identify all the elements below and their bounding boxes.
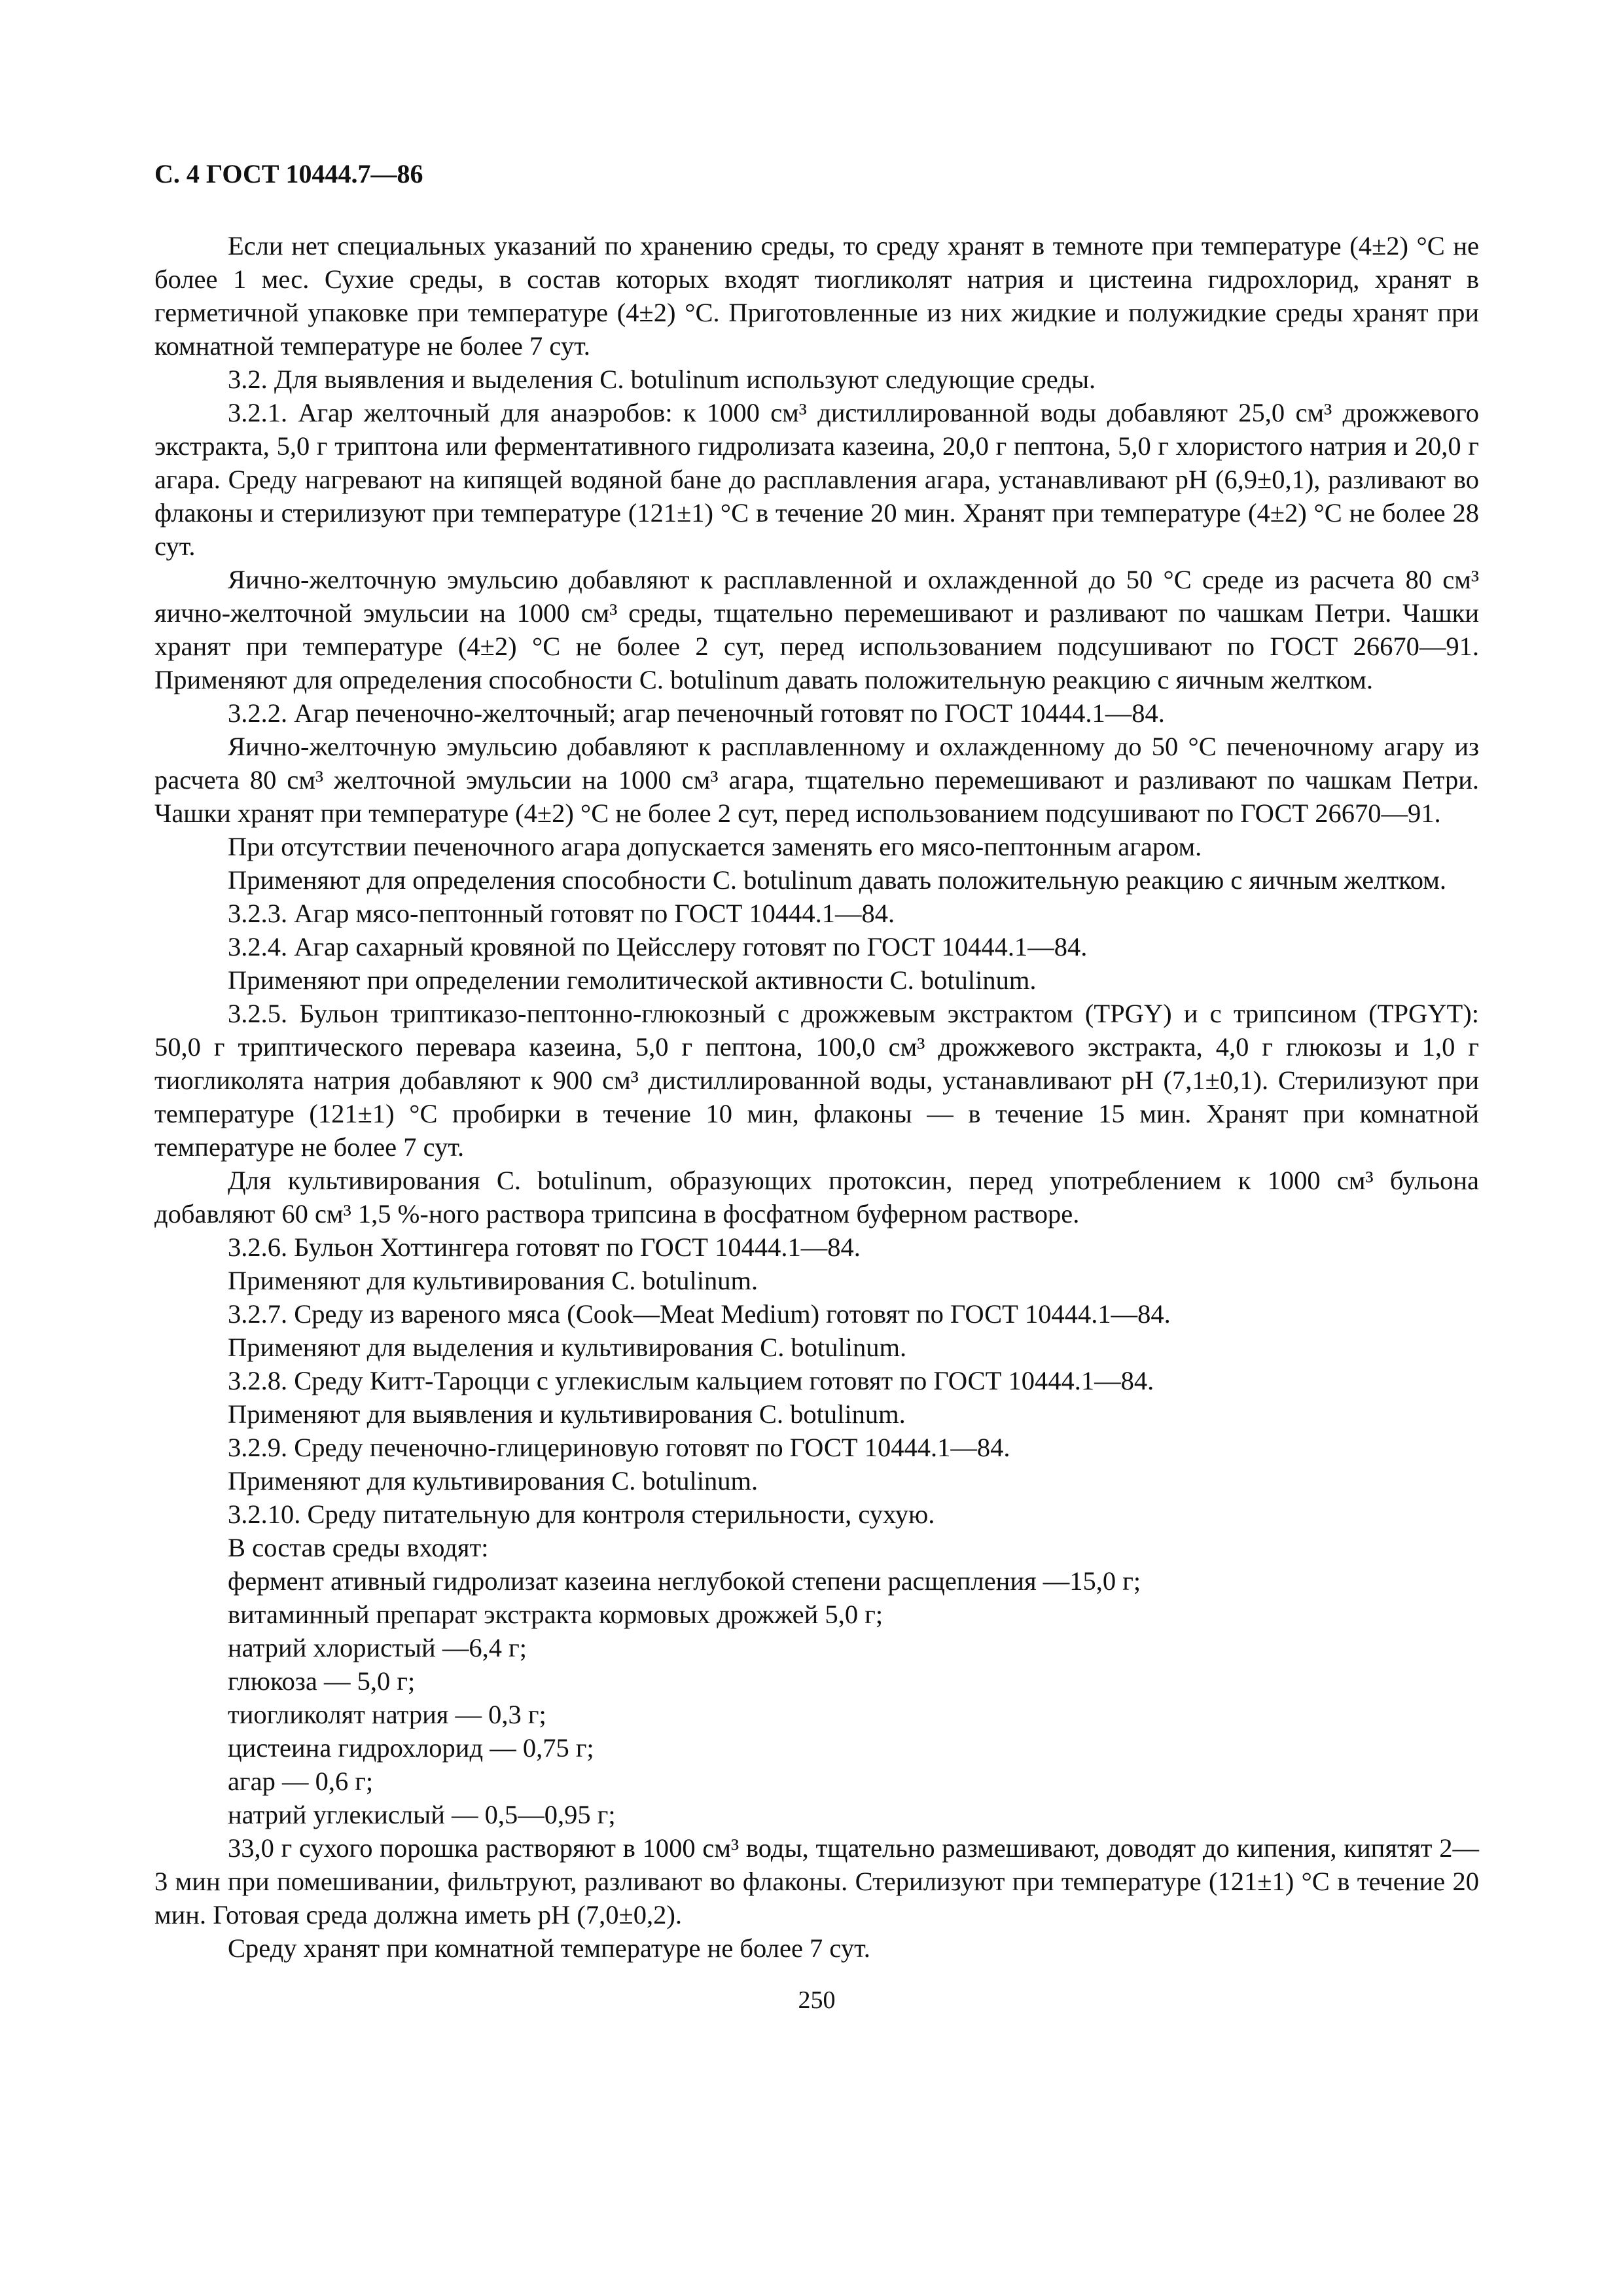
composition-item: фермент ативный гидролизат казеина неглубокой степени расщепления —15,0 г;	[228, 1566, 1141, 1596]
paragraph: Применяют для выделения и культивирования C. botulinum.	[228, 1333, 907, 1362]
paragraph: Яично-желточную эмульсию добавляют к расплавленному и охлажденному до 50 °С печеночному агару из расчета 80 см³ желточной эмульсии на 1000 см³ агара, тщательно перемешивают и разливают по чашкам Петри. Чашки хранят при температуре (4±2) °С не более 2 сут, перед использованием подсушивают по ГОСТ 26670—91.	[154, 732, 1479, 828]
paragraph: Для культивирования C. botulinum, образующих протоксин, перед употреблением к 1000 см³ бульона добавляют 60 см³ 1,5 %-ного раствора трипсина в фосфатном буферном растворе.	[154, 1166, 1479, 1229]
paragraph: 3.2.3. Агар мясо-пептонный готовят по ГОСТ 10444.1—84.	[228, 899, 895, 928]
paragraph: Применяют для выявления и культивирования C. botulinum.	[228, 1399, 906, 1429]
composition-item: витаминный препарат экстракта кормовых дрожжей 5,0 г;	[228, 1600, 883, 1629]
paragraph: Применяют при определении гемолитической активности C. botulinum.	[228, 965, 1037, 995]
paragraph: 3.2.8. Среду Китт-Тароцци с углекислым кальцием готовят по ГОСТ 10444.1—84.	[228, 1366, 1154, 1395]
document-page	[154, 157, 1479, 2016]
paragraph: Применяют для культивирования C. botulinum.	[228, 1466, 758, 1496]
paragraph: Применяют для определения способности C. botulinum давать положительную реакцию с яичным желтком.	[228, 865, 1446, 895]
page-header: С. 4 ГОСТ 10444.7—86	[154, 159, 423, 188]
composition-item: натрий хлористый —6,4 г;	[228, 1633, 527, 1662]
paragraph: 3.2.2. Агар печеночно-желточный; агар печеночный готовят по ГОСТ 10444.1—84.	[228, 698, 1165, 728]
paragraph: 3.2.4. Агар сахарный кровяной по Цейсслеру готовят по ГОСТ 10444.1—84.	[228, 932, 1088, 961]
paragraph: 33,0 г сухого порошка растворяют в 1000 см³ воды, тщательно размешивают, доводят до кипения, кипятят 2—3 мин при помешивании, фильтруют, разливают во флаконы. Стерилизуют при температуре (121±1) °С в течение 20 мин. Готовая среда должна иметь рН (7,0±0,2).	[154, 1833, 1479, 1929]
body-text	[154, 229, 1479, 1965]
composition-item: цистеина гидрохлорид — 0,75 г;	[228, 1733, 594, 1763]
paragraph: 3.2.9. Среду печеночно-глицериновую готовят по ГОСТ 10444.1—84.	[228, 1433, 1010, 1462]
paragraph: В состав среды входят:	[228, 1533, 489, 1562]
paragraph: Применяют для культивирования C. botulinum.	[228, 1266, 758, 1295]
paragraph: 3.2.7. Среду из вареного мяса (Cook—Meat Medium) готовят по ГОСТ 10444.1—84.	[228, 1299, 1171, 1329]
composition-item: агар — 0,6 г;	[228, 1767, 374, 1796]
composition-item: тиогликолят натрия — 0,3 г;	[228, 1700, 546, 1729]
page-number: 250	[798, 1986, 836, 2014]
composition-item: глюкоза — 5,0 г;	[228, 1666, 416, 1696]
paragraph: 3.2.5. Бульон триптиказо-пептонно-глюкозный с дрожжевым экстрактом (TPGY) и с трипсином (TPGYT): 50,0 г триптического перевара казеина, 5,0 г пептона, 100,0 см³ дрожжевого экстракта, 4,0 г глюкозы и 1,0 г тиогликолята натрия добавляют к 900 см³ дистиллированной воды, устанавливают рН (7,1±0,1). Стерилизуют при температуре (121±1) °С пробирки в течение 10 мин, флаконы — в течение 15 мин. Хранят при комнатной температуре не более 7 сут.	[154, 999, 1479, 1162]
paragraph: Если нет специальных указаний по хранению среды, то среду хранят в темноте при температуре (4±2) °С не более 1 мес. Сухие среды, в состав которых входят тиогликолят натрия и цистеина гидрохлорид, хранят в герметичной упаковке при температуре (4±2) °С. Приготовленные из них жидкие и полужидкие среды хранят при комнатной температуре не более 7 сут.	[154, 231, 1479, 361]
paragraph: Среду хранят при комнатной температуре не более 7 сут.	[228, 1933, 870, 1963]
paragraph: При отсутствии печеночного агара допускается заменять его мясо-пептонным агаром.	[228, 832, 1202, 861]
paragraph: 3.2.1. Агар желточный для анаэробов: к 1000 см³ дистиллированной воды добавляют 25,0 см³ дрожжевого экстракта, 5,0 г триптона или ферментативного гидролизата казеина, 20,0 г пептона, 5,0 г хлористого натрия и 20,0 г агара. Среду нагревают на кипящей водяной бане до расплавления агара, устанавливают рН (6,9±0,1), разливают во флаконы и стерилизуют при температуре (121±1) °С в течение 20 мин. Хранят при температуре (4±2) °С не более 28 сут.	[154, 398, 1479, 561]
paragraph: 3.2. Для выявления и выделения C. botulinum используют следующие среды.	[228, 365, 1096, 394]
composition-item: натрий углекислый — 0,5—0,95 г;	[228, 1800, 616, 1829]
paragraph: 3.2.6. Бульон Хоттингера готовят по ГОСТ 10444.1—84.	[228, 1232, 861, 1262]
paragraph: Яично-желточную эмульсию добавляют к расплавленной и охлажденной до 50 °С среде из расчета 80 см³ яично-желточной эмульсии на 1000 см³ среды, тщательно перемешивают и разливают по чашкам Петри. Чашки хранят при температуре (4±2) °С не более 2 сут, перед использованием подсушивают по ГОСТ 26670—91. Применяют для определения способности C. botulinum давать положительную реакцию с яичным желтком.	[154, 565, 1479, 694]
paragraph: 3.2.10. Среду питательную для контроля стерильности, сухую.	[228, 1499, 935, 1529]
